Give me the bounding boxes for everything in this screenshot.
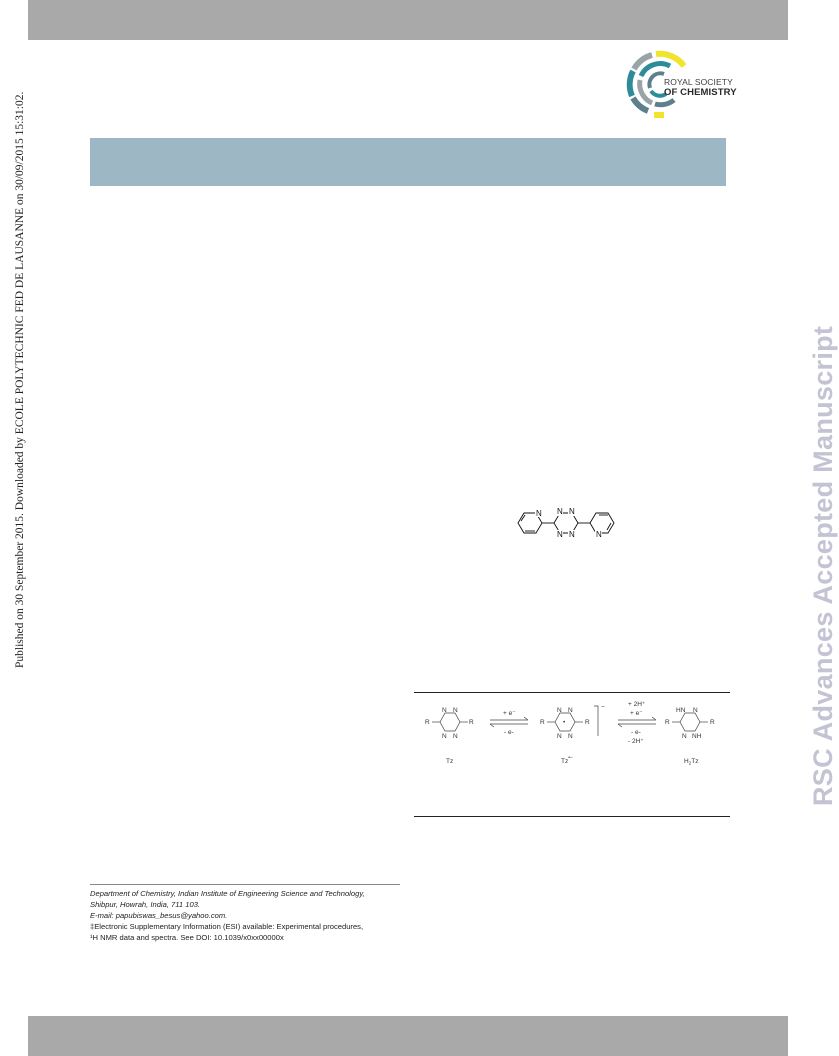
- atom-hn: HN: [676, 707, 686, 714]
- radical-dot: •: [563, 719, 566, 726]
- arrow2-top-label-1: + 2H⁺: [628, 701, 646, 708]
- atom-n: N: [453, 733, 458, 740]
- esi-line-1: ‡Electronic Supplementary Information (ESI) available: Experimental procedures,: [90, 922, 364, 931]
- species-label-tz: Tz: [446, 758, 454, 765]
- atom-n: N: [693, 707, 698, 714]
- arrow1-top-label: + e⁻: [503, 710, 516, 717]
- scheme-top-rule: [414, 692, 730, 693]
- atom-n-tz4: N: [569, 530, 575, 539]
- publication-stamp: Published on 30 September 2015. Downloaded by ECOLE POLYTECHNIC FED DE LAUSANNE on 30/09/2015 15:31:02.: [14, 91, 26, 668]
- title-band: [90, 138, 726, 186]
- atom-n-tz2: N: [569, 507, 575, 516]
- atom-n: N: [442, 733, 447, 740]
- arrow1-bottom-label: - e-: [504, 729, 514, 736]
- footer-bar: [28, 1016, 788, 1056]
- species-label-h2tz-h: H: [684, 758, 689, 765]
- footnote-rule: [90, 884, 400, 885]
- r-group: R: [665, 719, 670, 726]
- tetrazine-redox-scheme: [414, 696, 730, 812]
- logo-line-2-main: CHEMISTRY: [680, 86, 737, 98]
- footnotes: [90, 888, 402, 943]
- atom-nh: NH: [692, 733, 702, 740]
- tz-radical-anion: [540, 704, 605, 765]
- atom-n-py2: N: [596, 530, 602, 539]
- esi-line-2: ¹H NMR data and spectra. See DOI: 10.1039/x0xx00000x: [90, 933, 284, 942]
- logo-line-1: ROYAL SOCIETY: [664, 77, 733, 87]
- r-group: R: [469, 719, 474, 726]
- affiliation-line-1: Department of Chemistry, Indian Institute of Engineering Science and Technology,: [90, 889, 365, 898]
- bipyridyl-tetrazine-structure: [512, 506, 624, 540]
- affiliation-line-2: Shibpur, Howrah, India, 711 103.: [90, 900, 201, 909]
- species-label-h2tz-sub: 2: [688, 760, 692, 766]
- arrow2-bottom-label-2: - 2H⁺: [628, 738, 644, 745]
- logo-line-2-prefix: OF: [664, 86, 678, 98]
- atom-n-tz1: N: [557, 507, 563, 516]
- species-label-h2tz: [684, 758, 698, 766]
- logo-line-2: [664, 88, 737, 98]
- arrow2-bottom-label-1: - e-: [631, 729, 641, 736]
- atom-n: N: [453, 707, 458, 714]
- atom-n: N: [557, 707, 562, 714]
- h2tz-dihydrotetrazine: [665, 707, 715, 766]
- equilibrium-arrow-2: [618, 701, 656, 745]
- atom-n: N: [557, 733, 562, 740]
- header-bar: [28, 0, 788, 40]
- email-line: E-mail: papubiswas_besus@yahoo.com.: [90, 911, 228, 920]
- atom-n-tz3: N: [557, 530, 563, 539]
- r-group: R: [585, 719, 590, 726]
- species-label-h2tz-tz: Tz: [691, 758, 699, 765]
- atom-n: N: [568, 707, 573, 714]
- charge-sign: −: [601, 704, 605, 711]
- equilibrium-arrow-1: [490, 710, 528, 736]
- species-label-tz-radical: [561, 755, 573, 765]
- atom-n: N: [682, 733, 687, 740]
- r-group: R: [425, 719, 430, 726]
- accepted-manuscript-watermark: RSC Advances Accepted Manuscript: [808, 325, 838, 806]
- arrow2-top-label-2: + e⁻: [630, 710, 643, 717]
- species-label-tz-radical-base: Tz: [561, 758, 569, 765]
- rsc-logo: [628, 48, 738, 120]
- rsc-logo-text: [664, 78, 737, 97]
- atom-n-py1: N: [536, 509, 542, 518]
- r-group: R: [540, 719, 545, 726]
- atom-n: N: [568, 733, 573, 740]
- species-label-tz-radical-sup: •−: [568, 755, 573, 761]
- scheme-bottom-rule: [414, 816, 730, 817]
- atom-n: N: [442, 707, 447, 714]
- tz-neutral: [425, 707, 474, 765]
- r-group: R: [710, 719, 715, 726]
